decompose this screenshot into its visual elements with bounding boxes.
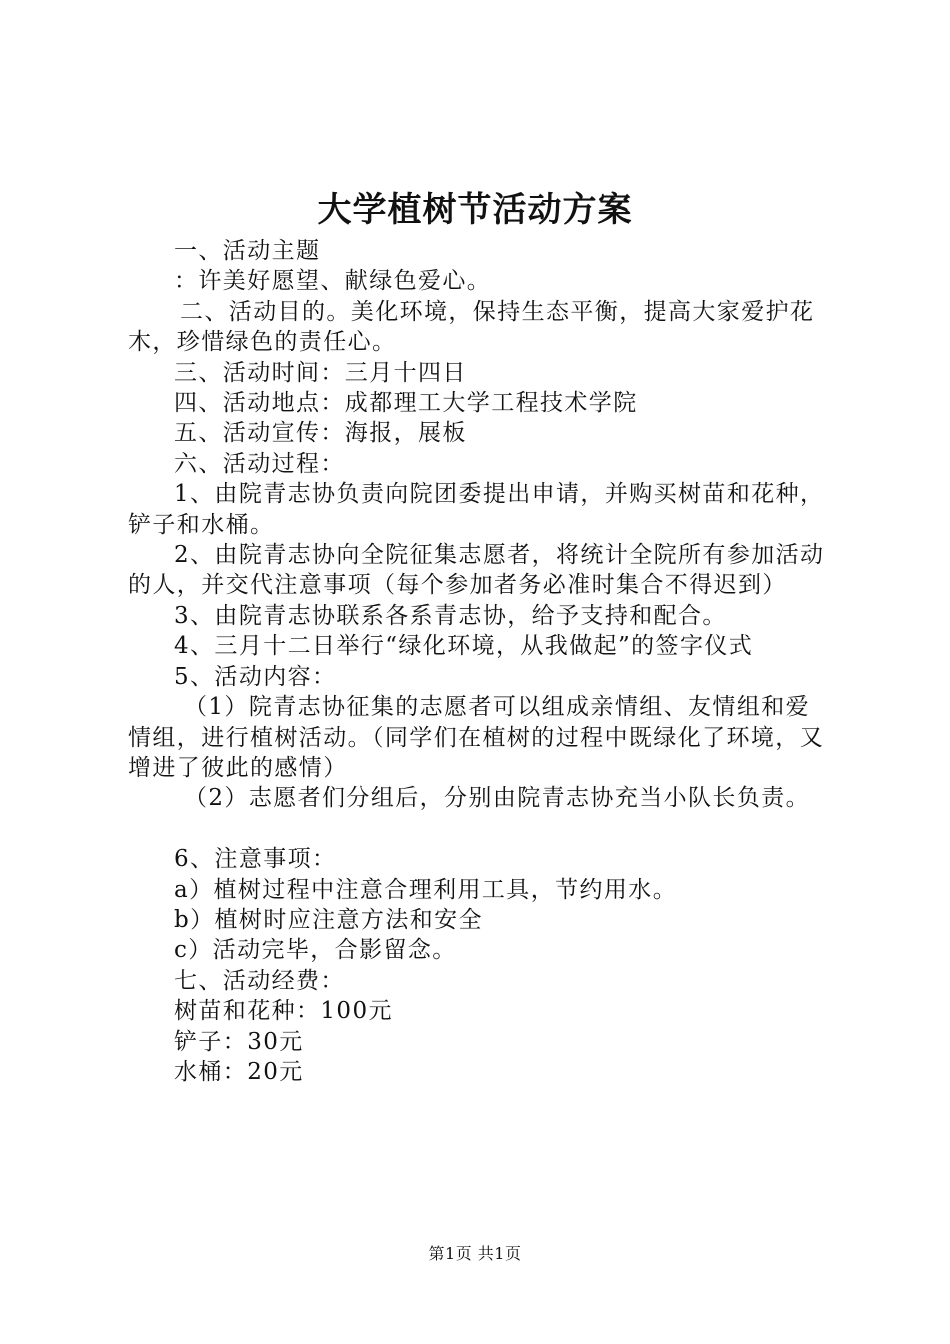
section-heading-budget: 七、活动经费： bbox=[174, 967, 345, 994]
paragraph-purpose: 二、活动目的。美化环境，保持生态平衡，提高大家爱护花木，珍惜绿色的责任心。 bbox=[128, 298, 815, 356]
paragraph-process-5: 5、活动内容： bbox=[174, 663, 337, 690]
paragraph-time: 三、活动时间：三月十四日 bbox=[174, 359, 467, 386]
paragraph-process-4: 4、三月十二日举行“绿化环境，从我做起”的签字仪式 bbox=[174, 633, 754, 660]
paragraph-process-2: 2、由院青志协向全院征集志愿者，将统计全院所有参加活动的人，并交代注意事项（每个参加者务必准时集合不得迟到） bbox=[128, 542, 825, 599]
paragraph-theme-content: ：许美好愿望、献绿色爱心。 bbox=[174, 268, 492, 295]
paragraph-budget-seedlings: 树苗和花种：100元 bbox=[174, 998, 393, 1025]
paragraph-budget-shovels: 铲子：30元 bbox=[174, 1028, 304, 1055]
section-heading-notes: 6、注意事项： bbox=[174, 846, 337, 873]
document-body bbox=[128, 236, 833, 1087]
section-heading-process: 六、活动过程： bbox=[174, 450, 345, 477]
document-title: 大学植树节活动方案 bbox=[317, 190, 633, 230]
paragraph-budget-buckets: 水桶：20元 bbox=[174, 1058, 304, 1085]
paragraph-process-3: 3、由院青志协联系各系青志协，给予支持和配合。 bbox=[174, 602, 727, 629]
paragraph-note-c: c）活动完毕，合影留念。 bbox=[174, 937, 457, 964]
paragraph-process-1: 1、由院青志协负责向院团委提出申请，并购买树苗和花种，铲子和水桶。 bbox=[128, 481, 825, 538]
paragraph-location: 四、活动地点：成都理工大学工程技术学院 bbox=[174, 390, 638, 417]
blank-line bbox=[128, 814, 833, 844]
section-heading-theme: 一、活动主题 bbox=[174, 238, 321, 264]
paragraph-publicity: 五、活动宣传：海报，展板 bbox=[174, 420, 467, 447]
paragraph-content-1: （1）院青志协征集的志愿者可以组成亲情组、友情组和爱情组，进行植树活动。（同学们在植树的过程中既绿化了环境，又增进了彼此的感情） bbox=[128, 694, 825, 781]
paragraph-note-a: a）植树过程中注意合理利用工具，节约用水。 bbox=[174, 876, 678, 903]
page-footer: 第1页 共1页 bbox=[428, 1244, 522, 1263]
paragraph-note-b: b）植树时应注意方法和安全 bbox=[174, 906, 483, 933]
paragraph-content-2: （2）志愿者们分组后，分别由院青志协充当小队长负责。 bbox=[184, 785, 811, 812]
